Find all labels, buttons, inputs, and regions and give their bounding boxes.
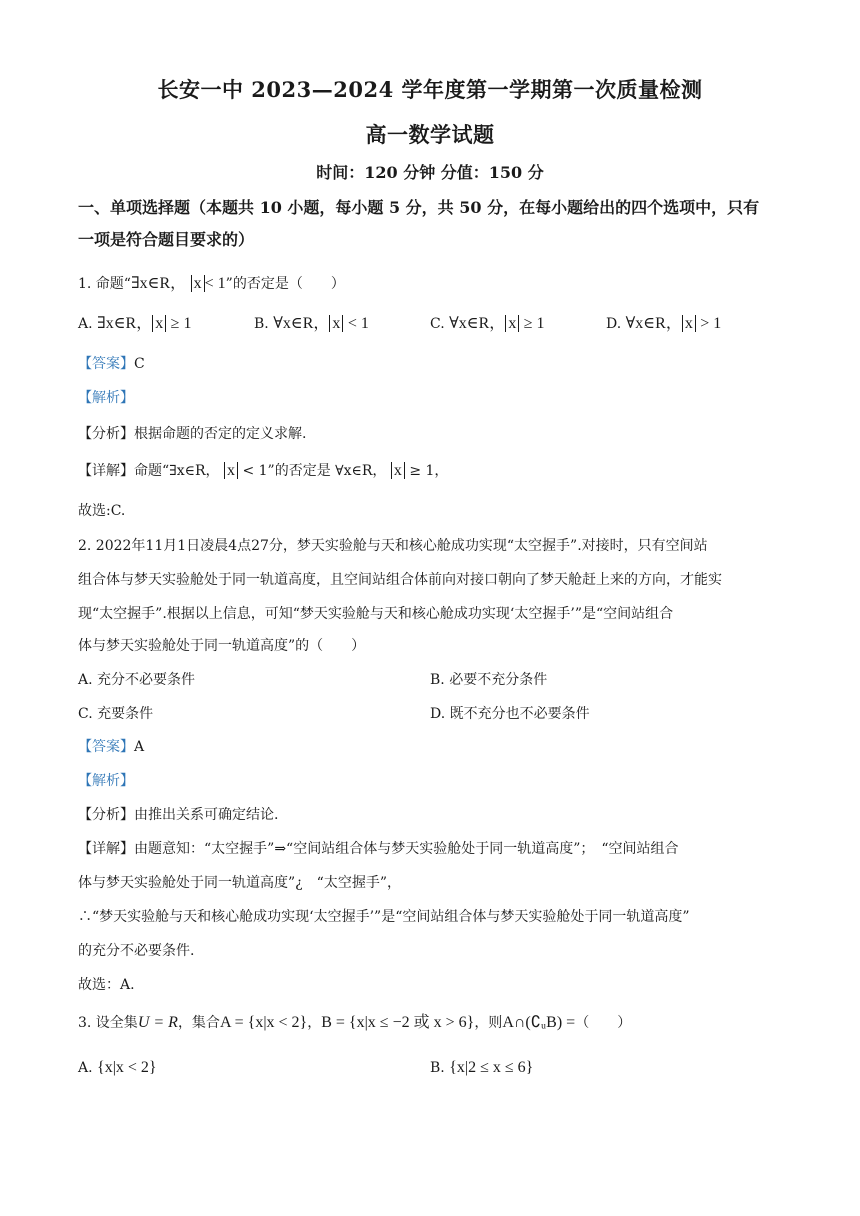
q1-option-d: D. ∀x∈R， x > 1 <box>606 315 722 332</box>
q3-option-b: B. {x|2 ≤ x ≤ 6} <box>430 1059 534 1076</box>
q2-option-c: C. 充要条件 <box>78 706 154 722</box>
q2-stem-line4: 体与梦天实验舱处于同一轨道高度”的（ ） <box>78 638 366 654</box>
q2-detail-line2: 体与梦天实验舱处于同一轨道高度”¿ “太空握手”， <box>78 875 401 891</box>
q2-option-a: A. 充分不必要条件 <box>78 672 196 688</box>
section-heading-line1: 一、单项选择题（本题共 10 小题，每小题 5 分，共 50 分，在每小题给出的四个选项中，只有 <box>78 198 760 217</box>
q2-stem-line2: 组合体与梦天实验舱处于同一轨道高度，且空间站组合体前向对接口朝向了梦天舱赶上来的方向，才能实 <box>78 572 722 588</box>
q3-stem: 3. 设全集U = R，集合A = {x|x < 2}，B = {x|x ≤ −2 或 x > 6}，则A∩(∁ᵤB) =（ ） <box>78 1014 632 1031</box>
q1-conclusion: 故选:C. <box>78 503 126 519</box>
q2-fenxi: 【分析】由推出关系可确定结论. <box>78 807 279 823</box>
q2-detail-line4: 的充分不必要条件. <box>78 943 195 959</box>
q1-option-a: A. ∃x∈R， x ≥ 1 <box>78 315 192 332</box>
q1-answer: 【答案】C <box>78 356 145 372</box>
q1-analysis-tag: 【解析】 <box>78 390 134 406</box>
section-heading-line2: 一项是符合题目要求的） <box>78 230 255 249</box>
q2-detail-line3: ∴“梦天实验舱与天和核心舱成功实现‘太空握手’”是“空间站组合体与梦天实验舱处于同一轨道高度” <box>78 909 690 925</box>
q2-option-d: D. 既不充分也不必要条件 <box>430 706 590 722</box>
q1-fenxi: 【分析】根据命题的否定的定义求解. <box>78 426 307 442</box>
q2-stem-line1: 2. 2022年11月1日凌晨4点27分，梦天实验舱与天和核心舱成功实现“太空握手”.对接时，只有空间站 <box>78 538 708 554</box>
exam-title: 长安一中 2023—2024 学年度第一学期第一次质量检测 <box>157 77 703 102</box>
q1-detail: 【详解】命题“∃x∈R， x < 1”的否定是 ∀x∈R， x ≥ 1， <box>78 462 449 479</box>
q2-conclusion: 故选：A. <box>78 977 135 993</box>
q2-analysis-tag: 【解析】 <box>78 773 134 789</box>
exam-subject-title: 高一数学试题 <box>365 122 495 147</box>
q2-option-b: B. 必要不充分条件 <box>430 672 548 688</box>
q2-stem-line3: 现“太空握手”.根据以上信息，可知“梦天实验舱与天和核心舱成功实现‘太空握手’”是“空间站组合 <box>78 606 674 622</box>
q1-option-b: B. ∀x∈R， x < 1 <box>254 315 369 332</box>
q1-option-c: C. ∀x∈R， x ≥ 1 <box>430 315 545 332</box>
q3-option-a: A. {x|x < 2} <box>78 1059 157 1076</box>
q2-answer: 【答案】A <box>78 739 145 755</box>
q1-stem: 1. 命题“∃x∈R， x < 1”的否定是（ ） <box>78 275 345 292</box>
exam-info: 时间：120 分钟 分值：150 分 <box>316 163 544 182</box>
q2-detail-line1: 【详解】由题意知：“太空握手”⇒“空间站组合体与梦天实验舱处于同一轨道高度”； “空间站组合 <box>78 841 679 857</box>
